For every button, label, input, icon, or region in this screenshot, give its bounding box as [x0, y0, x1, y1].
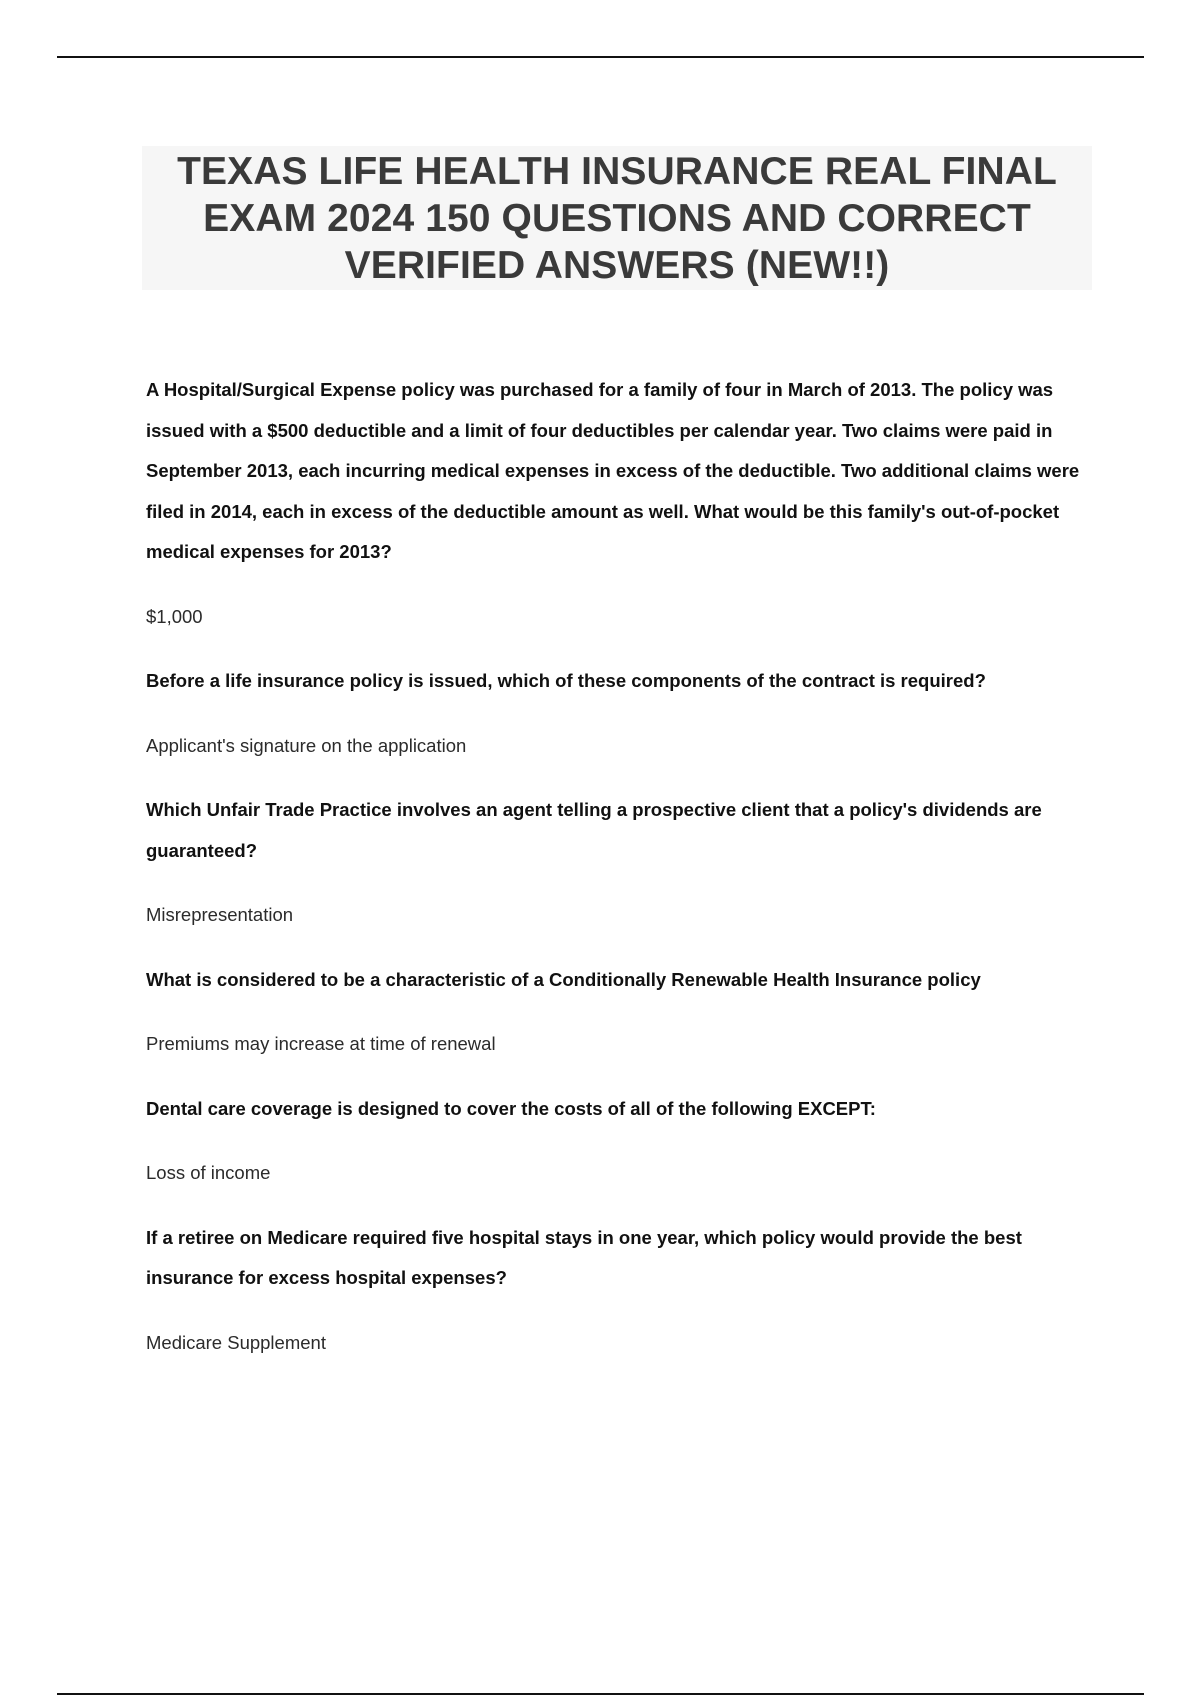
answer-text: Medicare Supplement [146, 1331, 326, 1353]
answer-text: $1,000 [146, 605, 203, 627]
qa-item [146, 960, 1096, 1065]
question-text: What is considered to be a characteristic of a Conditionally Renewable Health Insurance policy [146, 968, 981, 990]
answer-text: Premiums may increase at time of renewal [146, 1033, 496, 1054]
qa-item [146, 790, 1096, 936]
answer-text: Misrepresentation [146, 904, 294, 925]
qa-item [146, 1089, 1096, 1194]
answer-text: Applicant's signature on the application [146, 734, 467, 756]
qa-item [146, 370, 1096, 637]
document-title: TEXAS LIFE HEALTH INSURANCE REAL FINAL EXAM 2024 150 QUESTIONS AND CORRECT VERIFIED ANSWERS (NEW!!) [177, 149, 1057, 287]
bottom-divider [57, 1693, 1144, 1695]
top-divider [57, 56, 1144, 58]
question-text: Which Unfair Trade Practice involves an agent telling a prospective client that a policy's dividends are guaranteed? [146, 799, 1042, 861]
title-banner [142, 146, 1092, 290]
qa-item [146, 661, 1096, 766]
qa-list [146, 370, 1096, 1387]
qa-item [146, 1218, 1096, 1364]
question-text: If a retiree on Medicare required five hospital stays in one year, which policy would provide the best insurance for excess hospital expenses? [146, 1226, 1022, 1288]
question-text: A Hospital/Surgical Expense policy was purchased for a family of four in March of 2013. The policy was issued with a $500 deductible and a limit of four deductibles per calendar year. Two claims were paid in September 2013, each incurring medical expenses in excess of the deductible. Two additional claims were filed in 2014, each in excess of the deductible amount as well. What would be this family's out-of-pocket medical expenses for 2013? [146, 379, 1080, 562]
question-text: Dental care coverage is designed to cover the costs of all of the following EXCEPT: [146, 1097, 876, 1119]
answer-text: Loss of income [146, 1162, 271, 1183]
question-text: Before a life insurance policy is issued, which of these components of the contract is required? [146, 670, 986, 691]
